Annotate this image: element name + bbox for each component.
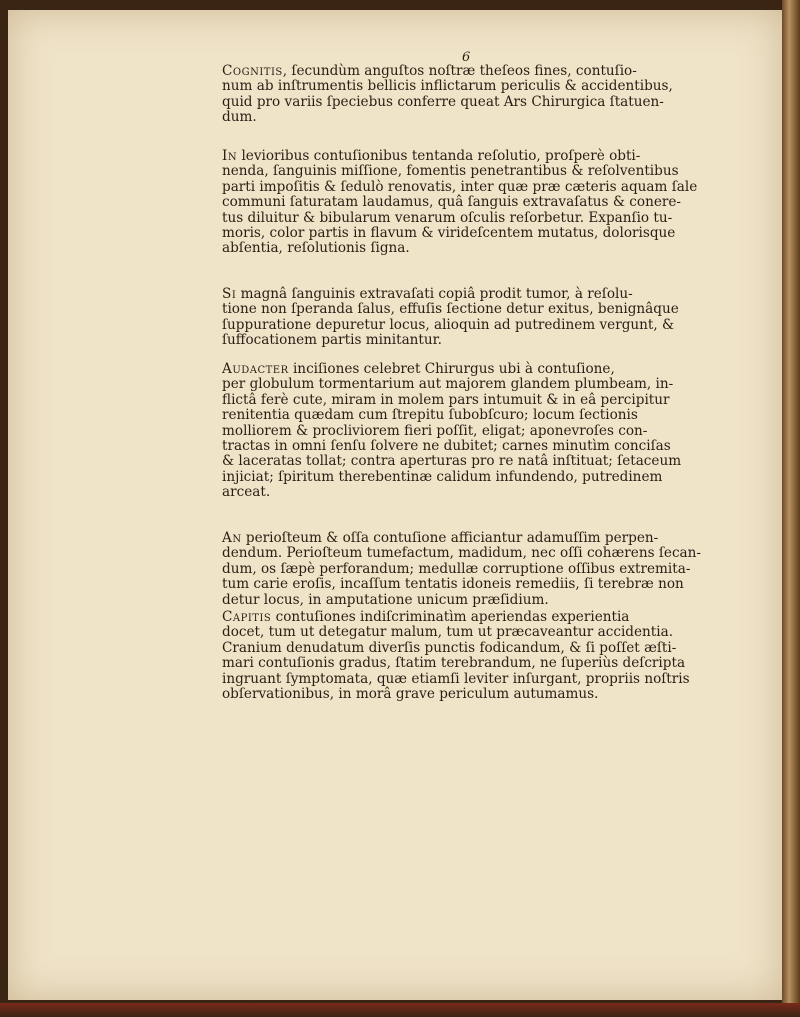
paragraph-si (222, 287, 782, 349)
paragraph-text: inciſiones celebret Chirurgus ubi à contuſione, per globulum tormentarium aut majorem glandem plumbeam, in- flictâ ferè cute, miram in molem pars intumuit & in eâ percipitur renitentia quædam cum ſtrepitu ſubobſcuro; locum ſectionis molliorem & procliviorem fieri poſſit, eligat; aponevroſes con- tractas in omni ſenſu ſolvere ne dubitet; carnes minutìm conciſas & laceratas tollat; contra aperturas pro re natâ inſtituat; ſetaceum injiciat; ſpiritum therebentinæ calidum infundendo, putredinem arceat. (222, 361, 682, 501)
paragraph-lead-word: Cognitis (222, 63, 283, 79)
paragraph-text: magnâ ſanguinis extravaſati copiâ prodit tumor, à reſolu- tione non ſperanda ſalus, effuſis ſectione detur exitus, benignâque ſuppuratione depuretur locus, alioquin ad putredinem vergunt, & ſuffocationem partis minitantur. (222, 286, 679, 349)
page-edge-bottom (0, 1003, 800, 1017)
page-edge-right (782, 0, 800, 1017)
paragraph-text: , ſecundùm anguſtos noſtræ theſeos fines, contuſio- num ab inſtrumentis bellicis inflictarum periculis & accidentibus, quid pro variis ſpeciebus conferre queat Ars Chirurgica ſtatuen- dum. (222, 63, 673, 126)
paragraph-lead-word: An (222, 530, 242, 546)
page-number: 6 (462, 50, 471, 65)
paragraph-text: contuſiones indiſcriminatìm aperiendas experientia docet, tum ut detegatur malum, tum ut præcaveantur accidentia. Cranium denudatum diverſis punctis fodicandum, & ſi poſſet æſti- mari contuſionis gradus, ſtatim terebrandum, ne ſuperiùs deſcripta ingruant ſymptomata, quæ etiamſi leviter inſurgant, propriis noſtris obſervationibus, in morâ grave periculum autumamus. (222, 609, 690, 703)
paragraph-text: perioſteum & oſſa contuſione afficiantur adamuſſim perpen- dendum. Perioſteum tumefactum, madidum, nec oſſi cohærens ſecan- dum, os ſæpè perforandum; medullæ corruptione oſſibus extremita- tum carie eroſis, incaſſum tentatis idoneis remediis, ſi terebræ non detur locus, in amputatione unicum præſidium. (222, 530, 702, 608)
paragraph-in (222, 149, 782, 257)
paragraph-an (222, 531, 782, 608)
paragraph-lead-word: Capitis (222, 609, 272, 625)
paragraph-audacter (222, 362, 782, 501)
paragraph-cognitis (222, 64, 782, 126)
paragraph-lead-word: Si (222, 286, 237, 302)
paragraph-text: levioribus contuſionibus tentanda reſolutio, proſperè obti- nenda, ſanguinis miſſione, fomentis penetrantibus & reſolventibus parti impoſitis & ſedulò renovatis, inter quæ præ cæteris aquam ſale communi ſaturatam laudamus, quâ ſanguis extravaſatus & conere- tus diluitur & bibularum venarum oſculis reſorbetur. Expanſio tu- moris, color partis in flavum & virideſcentem mutatus, dolorisque abſentia, reſolutionis ſigna. (222, 148, 698, 257)
paragraph-lead-word: Audacter (222, 361, 289, 377)
paragraph-capitis (222, 610, 782, 702)
paragraph-lead-word: In (222, 148, 238, 164)
